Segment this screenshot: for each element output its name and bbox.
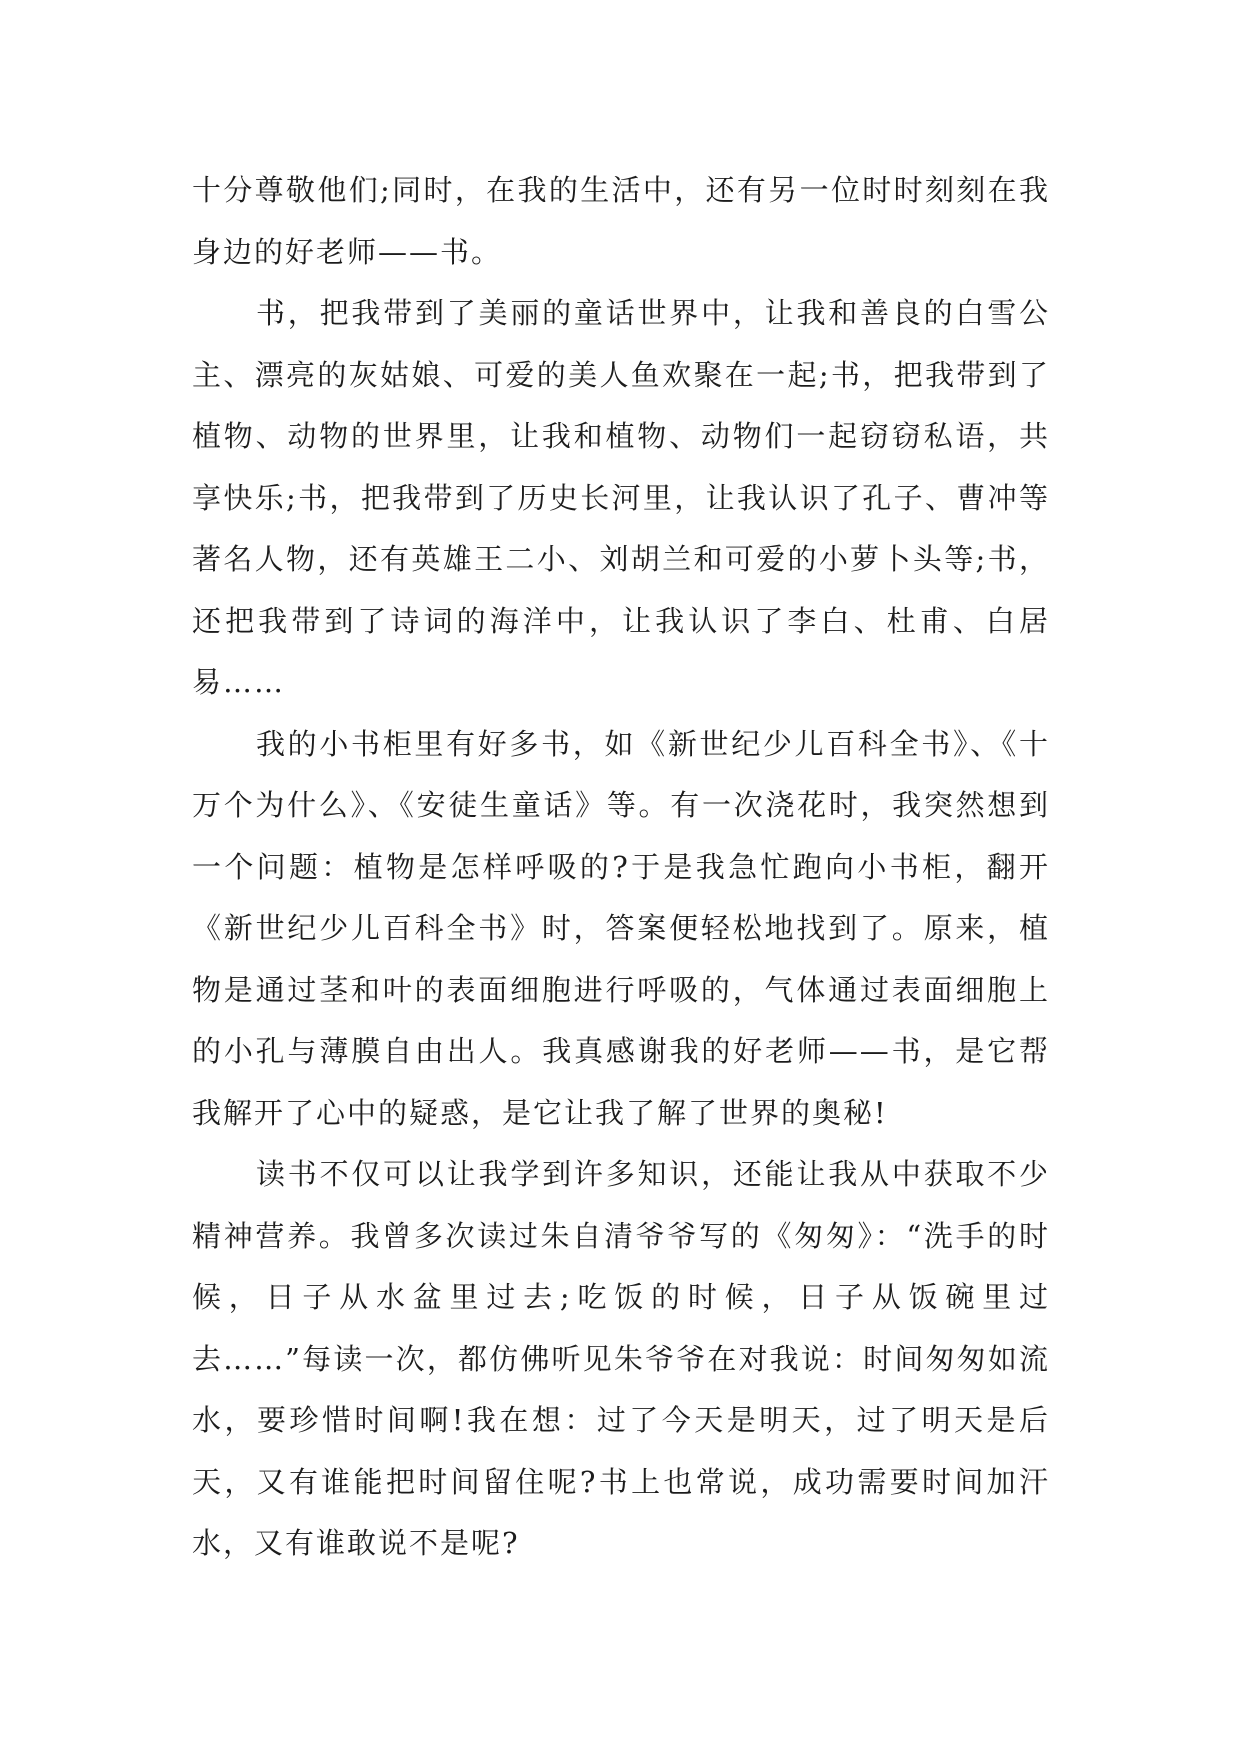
paragraph-2: 书，把我带到了美丽的童话世界中，让我和善良的白雪公主、漂亮的灰姑娘、可爱的美人鱼欢聚在一起;书，把我带到了植物、动物的世界里，让我和植物、动物们一起窃窃私语，共享快乐;书，把我带到了历史长河里，让我认识了孔子、曹冲等著名人物，还有英雄王二小、刘胡兰和可爱的小萝卜头等;书，还把我带到了诗词的海洋中，让我认识了李白、杜甫、白居易…… <box>192 296 1050 699</box>
paragraph-1: 十分尊敬他们;同时，在我的生活中，还有另一位时时刻刻在我身边的好老师——书。 <box>192 173 1050 269</box>
paragraph-4: 读书不仅可以让我学到许多知识，还能让我从中获取不少精神营养。我曾多次读过朱自清爷爷写的《匆匆》：“洗手的时候，日子从水盆里过去;吃饭的时候，日子从饭碗里过去……”每读一次，都仿佛听见朱爷爷在对我说：时间匆匆如流水，要珍惜时间啊!我在想：过了今天是明天，过了明天是后天，又有谁能把时间留住呢?书上也常说，成功需要时间加汗水，又有谁敢说不是呢? <box>192 1157 1050 1560</box>
paragraph-3: 我的小书柜里有好多书，如《新世纪少儿百科全书》、《十万个为什么》、《安徒生童话》等。有一次浇花时，我突然想到一个问题：植物是怎样呼吸的?于是我急忙跑向小书柜，翻开《新世纪少儿百科全书》时，答案便轻松地找到了。原来，植物是通过茎和叶的表面细胞进行呼吸的，气体通过表面细胞上的小孔与薄膜自由出人。我真感谢我的好老师——书，是它帮我解开了心中的疑惑，是它让我了解了世界的奥秘! <box>192 726 1050 1130</box>
body-text <box>192 160 1050 1575</box>
